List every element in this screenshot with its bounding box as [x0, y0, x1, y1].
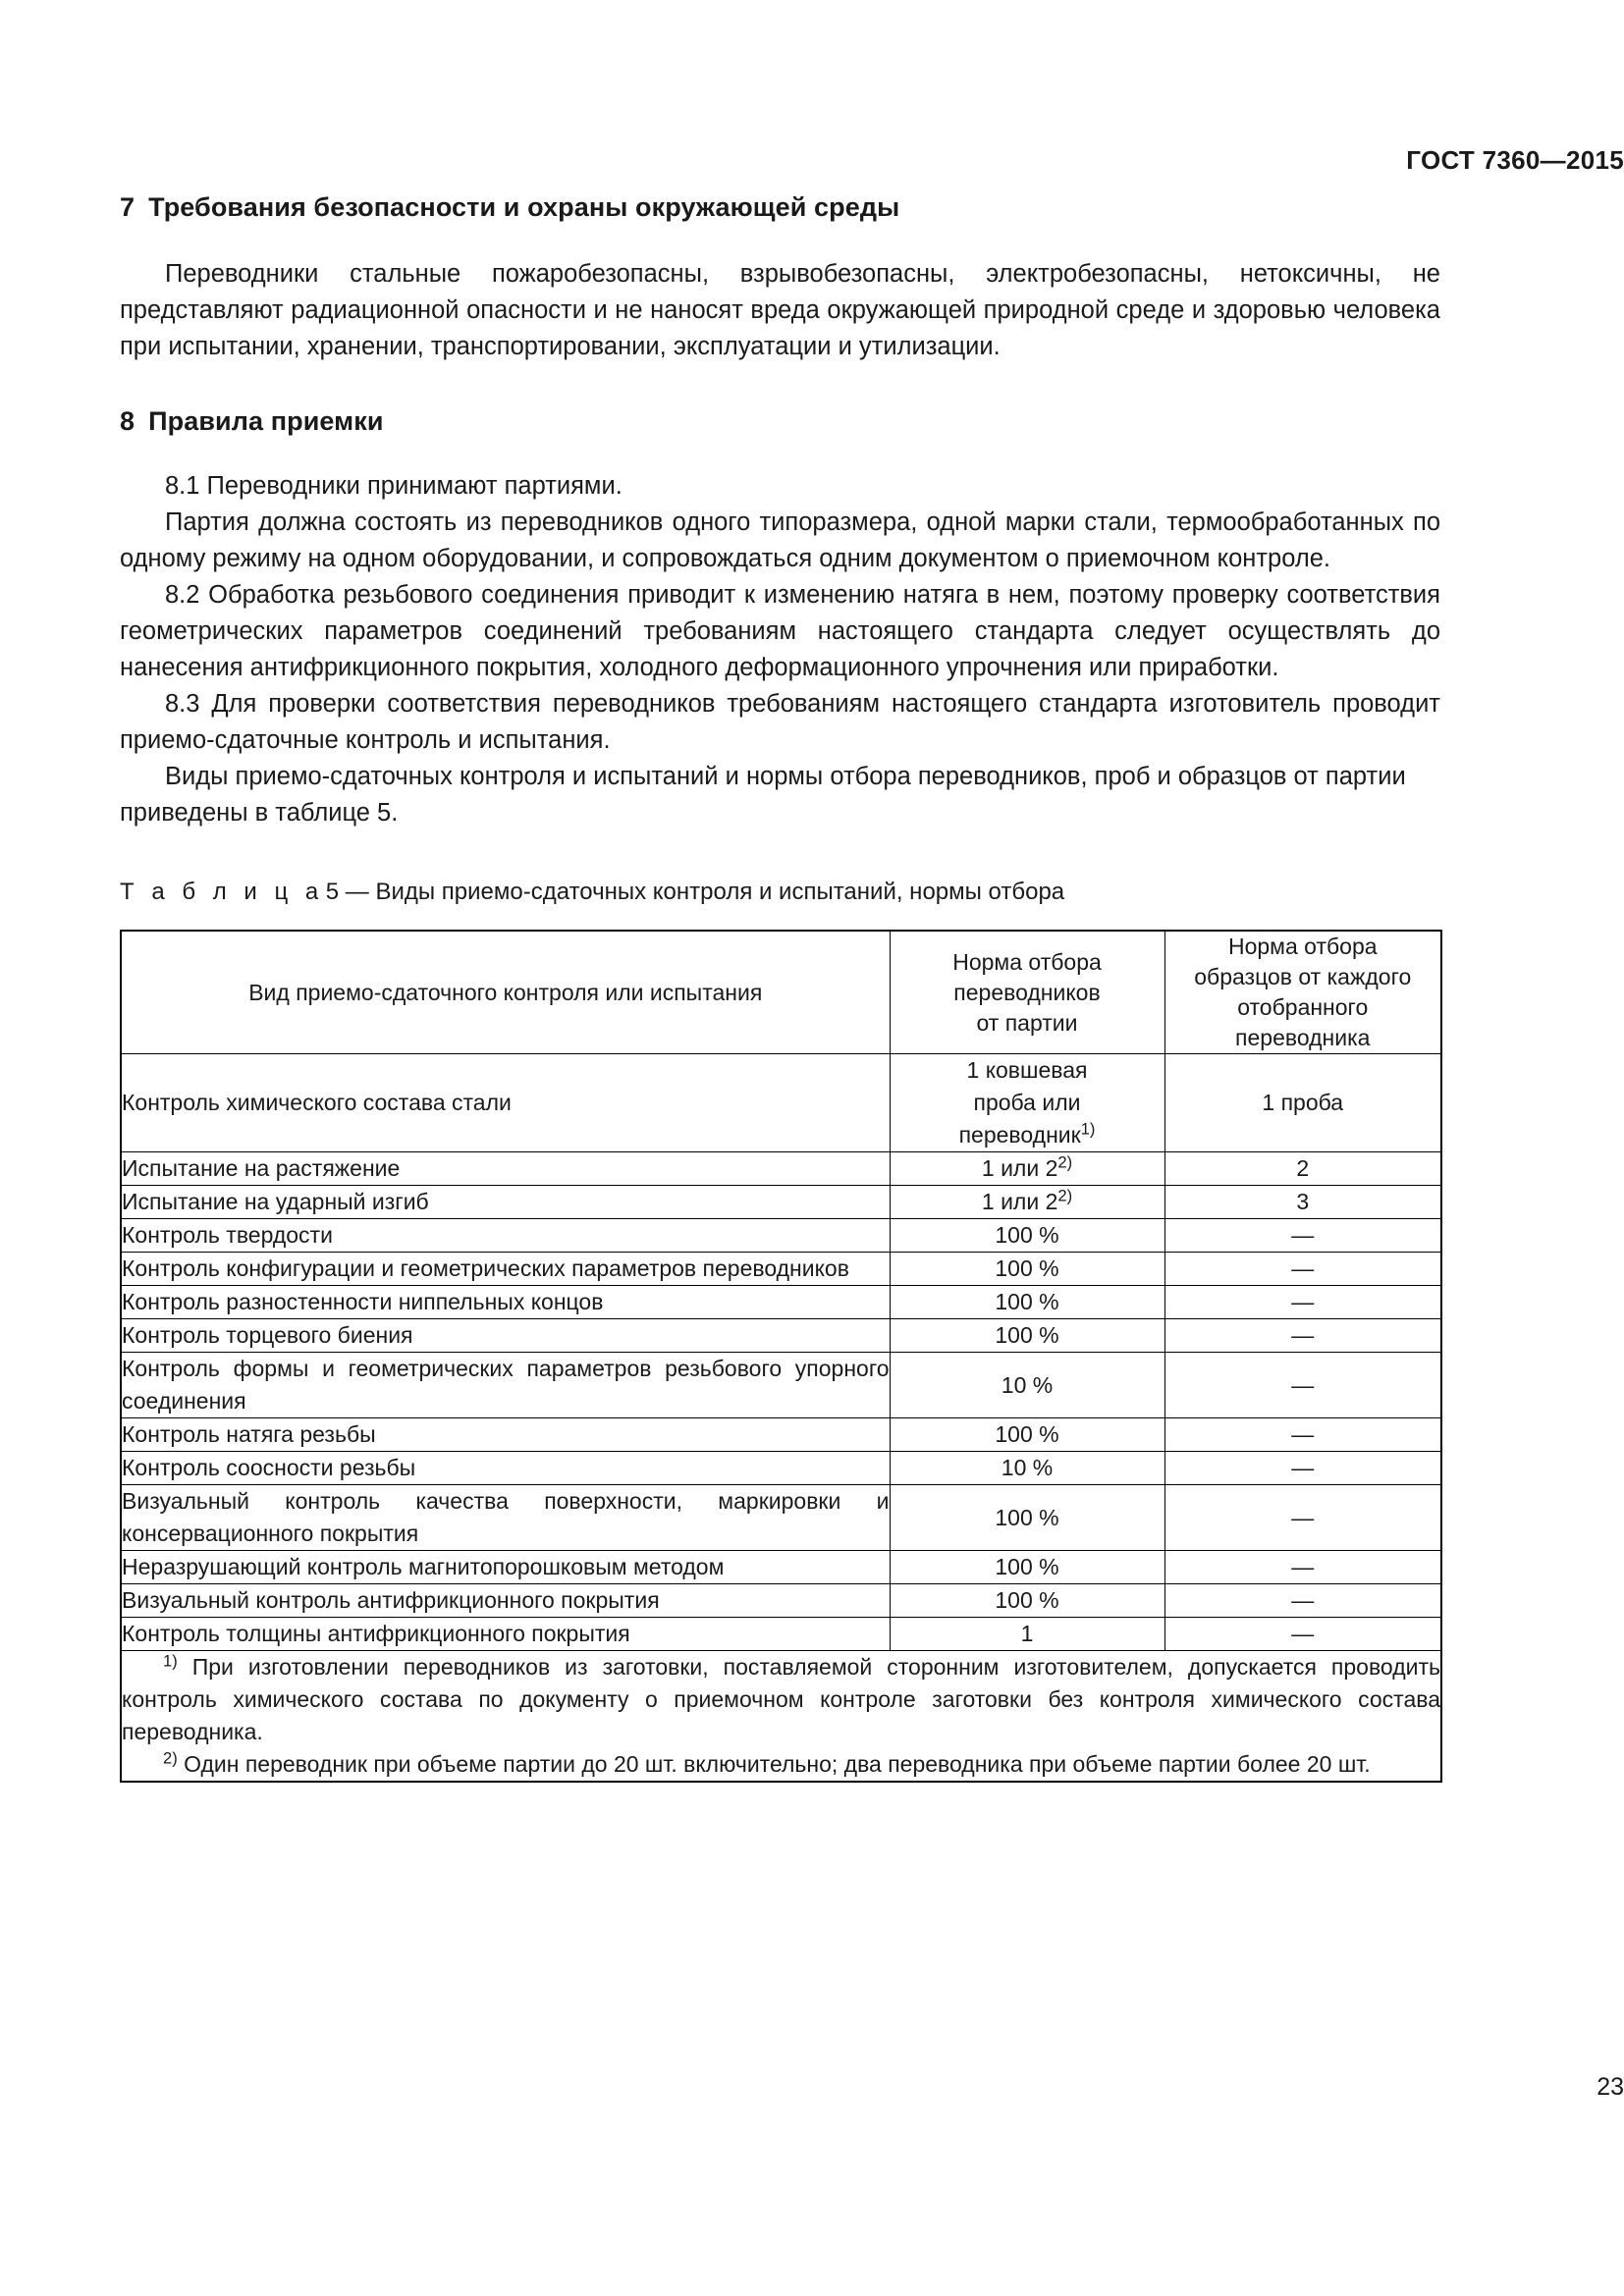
cell-line: 100 % — [995, 1554, 1059, 1579]
footnote-marker: 1) — [163, 1651, 178, 1671]
table-header-row — [121, 931, 1441, 1054]
cell-kind: Контроль формы и геометрических параметров резьбового упорного соединения — [121, 1353, 890, 1418]
table-row — [121, 1353, 1441, 1418]
page-number: 23 — [1597, 2073, 1624, 2101]
table-footnotes — [121, 1651, 1441, 1783]
header-line: переводников — [953, 979, 1101, 1005]
section-7-title: Требования безопасности и охраны окружающей среды — [148, 192, 900, 222]
cell-norm-batch — [890, 1418, 1164, 1452]
cell-norm-samples: — — [1164, 1584, 1441, 1618]
footnote-text: Один переводник при объеме партии до 20 шт. включительно; два переводника при объеме партии более 20 шт. — [177, 1751, 1371, 1777]
table-caption-number: 5 — [325, 879, 340, 905]
cell-norm-batch — [890, 1253, 1164, 1286]
cell-norm-batch — [890, 1152, 1164, 1186]
table-5 — [120, 930, 1442, 1783]
cell-line: 100 % — [995, 1222, 1059, 1248]
footnote-marker: 1) — [1080, 1119, 1096, 1139]
cell-norm-batch — [890, 1618, 1164, 1651]
cell-norm-samples: — — [1164, 1418, 1441, 1452]
footnote — [122, 1748, 1440, 1781]
cell-norm-samples: — — [1164, 1618, 1441, 1651]
header-line: Норма отбора — [952, 948, 1102, 975]
cell-norm-samples: 1 проба — [1164, 1054, 1441, 1152]
cell-norm-samples: 2 — [1164, 1152, 1441, 1186]
header-line: Норма отбора — [1227, 934, 1378, 959]
column-header-kind: Вид приемо-сдаточного контроля или испытания — [121, 931, 890, 1054]
header-line: отобранного — [1237, 994, 1369, 1020]
cell-line: 100 % — [995, 1255, 1059, 1281]
cell-kind: Контроль соосности резьбы — [121, 1452, 890, 1485]
table-row — [121, 1286, 1441, 1319]
cell-norm-samples: — — [1164, 1219, 1441, 1253]
cell-line: 100 % — [995, 1587, 1059, 1613]
table-row — [121, 1418, 1441, 1452]
cell-kind: Визуальный контроль качества поверхности, маркировки и консервационного покрытия — [121, 1485, 890, 1551]
cell-kind: Контроль натяга резьбы — [121, 1418, 890, 1452]
cell-norm-samples: — — [1164, 1452, 1441, 1485]
cell-kind: Контроль торцевого биения — [121, 1319, 890, 1353]
table-row — [121, 1485, 1441, 1551]
page-content — [120, 0, 1440, 1783]
column-header-norm-samples — [1164, 931, 1441, 1054]
section-7-heading — [120, 192, 1440, 223]
cell-line: 1 — [1020, 1621, 1034, 1646]
cell-line: 1 или 2 — [981, 1189, 1058, 1214]
cell-norm-samples: — — [1164, 1551, 1441, 1584]
header-line: образцов от каждого — [1194, 964, 1412, 989]
cell-norm-samples: 3 — [1164, 1186, 1441, 1219]
table-row — [121, 1551, 1441, 1584]
cell-line: 100 % — [995, 1289, 1059, 1314]
section-8-number: 8 — [120, 406, 135, 436]
cell-line: 100 % — [995, 1504, 1059, 1530]
cell-norm-samples: — — [1164, 1319, 1441, 1353]
cell-line: 1 или 2 — [981, 1155, 1058, 1181]
table-row — [121, 1452, 1441, 1485]
cell-line: 100 % — [995, 1322, 1059, 1348]
cell-kind: Испытание на ударный изгиб — [121, 1186, 890, 1219]
table-row — [121, 1584, 1441, 1618]
cell-kind: Контроль химического состава стали — [121, 1054, 890, 1152]
footnote — [122, 1651, 1440, 1748]
table-row — [121, 1152, 1441, 1186]
table-row — [121, 1054, 1441, 1152]
section-8-title: Правила приемки — [148, 406, 384, 436]
table-body — [121, 1054, 1441, 1651]
footnote-marker: 2) — [1057, 1186, 1073, 1205]
cell-line: 1 ковшевая — [966, 1057, 1088, 1083]
cell-norm-batch — [890, 1485, 1164, 1551]
table-caption-dash: — — [345, 879, 369, 905]
clause-8-3: 8.3 Для проверки соответствия переводников требованиям настоящего стандарта изготовитель проводит приемо-сдаточные контроль и испытания. — [120, 690, 1440, 754]
table-caption-text: Виды приемо-сдаточных контроля и испытаний, нормы отбора — [375, 879, 1065, 905]
cell-norm-samples: — — [1164, 1485, 1441, 1551]
section-7-number: 7 — [120, 192, 135, 222]
table-row — [121, 1253, 1441, 1286]
section-7-paragraph-1: Переводники стальные пожаробезопасны, взрывобезопасны, электробезопасны, нетоксичны, не представляют радиационной опасности и не наносят вреда окружающей природной среде и здоровью человека при испытании, хранении, транспортировании, эксплуатации и утилизации. — [120, 260, 1440, 360]
cell-line: 10 % — [1001, 1371, 1054, 1398]
table-row — [121, 1618, 1441, 1651]
cell-norm-batch — [890, 1054, 1164, 1152]
column-header-norm-batch — [890, 931, 1164, 1054]
footnote-marker: 2) — [163, 1748, 178, 1768]
cell-kind: Контроль толщины антифрикционного покрытия — [121, 1618, 890, 1651]
cell-norm-batch — [890, 1319, 1164, 1353]
cell-norm-batch — [890, 1551, 1164, 1584]
cell-norm-batch — [890, 1286, 1164, 1319]
table-row — [121, 1319, 1441, 1353]
cell-norm-batch — [890, 1186, 1164, 1219]
running-header: ГОСТ 7360—2015 — [1406, 145, 1624, 175]
cell-kind: Контроль твердости — [121, 1219, 890, 1253]
table-row — [121, 1219, 1441, 1253]
cell-kind: Контроль разностенности ниппельных концов — [121, 1286, 890, 1319]
cell-norm-batch — [890, 1219, 1164, 1253]
section-8-heading — [120, 406, 1440, 437]
table-5-caption — [120, 877, 1440, 908]
cell-kind: Контроль конфигурации и геометрических параметров переводников — [121, 1253, 890, 1286]
footnote-marker: 2) — [1057, 1152, 1073, 1172]
table-caption-label: Т а б л и ц а — [120, 879, 324, 905]
clause-8-1-continued: Партия должна состоять из переводников одного типоразмера, одной марки стали, термообработанных по одному режиму на одном оборудовании, и сопровождаться одним документом о приемочном контроле. — [120, 508, 1440, 572]
cell-norm-batch — [890, 1584, 1164, 1618]
header-line: от партии — [976, 1009, 1078, 1036]
header-line: переводника — [1235, 1025, 1371, 1050]
cell-kind: Испытание на растяжение — [121, 1152, 890, 1186]
footnote-text: При изготовлении переводников из заготовки, поставляемой сторонним изготовителем, допускается проводить контроль химического состава по документу о приемочном контроле заготовки без контроля химического состава переводника. — [122, 1654, 1440, 1744]
cell-norm-samples: — — [1164, 1286, 1441, 1319]
cell-kind: Визуальный контроль антифрикционного покрытия — [121, 1584, 890, 1618]
cell-kind: Неразрушающий контроль магнитопорошковым методом — [121, 1551, 890, 1584]
cell-line: переводник — [958, 1122, 1081, 1148]
clause-8-1: 8.1 Переводники принимают партиями. — [165, 472, 623, 500]
clause-8-2: 8.2 Обработка резьбового соединения приводит к изменению натяга в нем, поэтому проверку соответствия геометрических параметров соединений требованиям настоящего стандарта следует осуществлять до нанесения антифрикционного покрытия, холодного деформационного упрочнения или приработки. — [120, 581, 1440, 681]
cell-line: проба или — [973, 1090, 1081, 1115]
cell-norm-batch — [890, 1452, 1164, 1485]
cell-line: 10 % — [1001, 1455, 1054, 1480]
cell-line: 100 % — [995, 1421, 1059, 1447]
table-row — [121, 1186, 1441, 1219]
cell-norm-samples: — — [1164, 1353, 1441, 1418]
cell-norm-batch — [890, 1353, 1164, 1418]
table-notes-row — [121, 1651, 1441, 1783]
clause-8-3-continued: Виды приемо-сдаточных контроля и испытаний и нормы отбора переводников, проб и образцов от партии приведены в таблице 5. — [120, 763, 1406, 827]
cell-norm-samples: — — [1164, 1253, 1441, 1286]
